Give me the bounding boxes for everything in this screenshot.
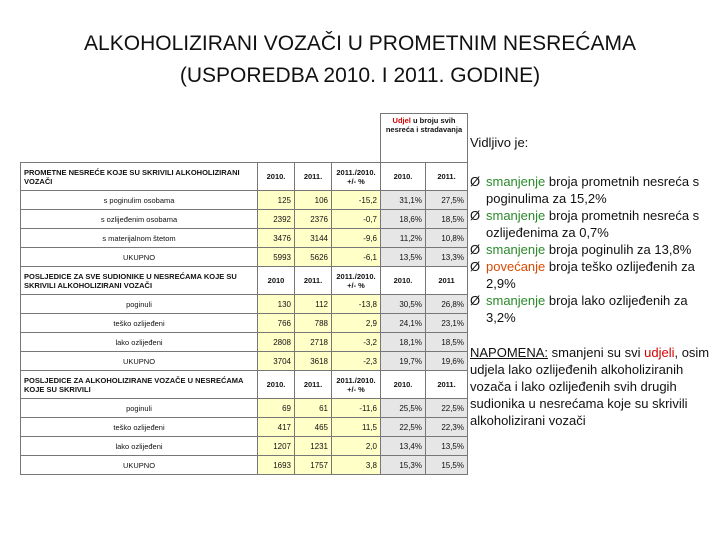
row-label: UKUPNO	[21, 352, 258, 371]
share-2010: 18,6%	[381, 210, 426, 229]
row-label: lako ozlijeđeni	[21, 333, 258, 352]
col-header-share-2010: 2010.	[381, 371, 426, 399]
share-2010: 24,1%	[381, 314, 426, 333]
table-row	[21, 191, 468, 210]
bullet-keyword: smanjenje	[486, 208, 546, 223]
value-2011: 1231	[295, 437, 332, 456]
share-2011: 18,5%	[426, 210, 468, 229]
bullet-keyword: smanjenje	[486, 293, 546, 308]
value-2011: 788	[295, 314, 332, 333]
title-line-2: (USPOREDBA 2010. I 2011. GODINE)	[179, 64, 541, 87]
table-row	[21, 456, 468, 475]
summary-bullet	[470, 241, 715, 258]
share-2010: 13,4%	[381, 437, 426, 456]
share-2010: 19,7%	[381, 352, 426, 371]
value-change: -2,3	[332, 352, 381, 371]
row-label: UKUPNO	[21, 456, 258, 475]
value-change: 2,9	[332, 314, 381, 333]
summary-bullets	[470, 173, 715, 326]
bullet-arrow-icon: Ø	[470, 293, 481, 308]
bullet-text: broja prometnih nesreća s poginulima za 15,2%	[486, 174, 700, 206]
summary-bullet	[470, 258, 715, 292]
value-change: -6,1	[332, 248, 381, 267]
share-2010: 18,1%	[381, 333, 426, 352]
section-header-row	[21, 163, 468, 191]
table-row	[21, 418, 468, 437]
bullet-arrow-icon: Ø	[470, 208, 481, 223]
row-label: lako ozlijeđeni	[21, 437, 258, 456]
value-change: 2,0	[332, 437, 381, 456]
value-2011: 112	[295, 295, 332, 314]
value-2010: 5993	[258, 248, 295, 267]
bullet-text: broja lako ozlijeđenih za 3,2%	[486, 293, 688, 325]
row-label: teško ozlijeđeni	[21, 418, 258, 437]
col-header-2011: 2011.	[295, 163, 332, 191]
value-2010: 1693	[258, 456, 295, 475]
note-label: NAPOMENA:	[470, 345, 549, 360]
share-2010: 11,2%	[381, 229, 426, 248]
value-2010: 2392	[258, 210, 295, 229]
row-label: s materijalnom štetom	[21, 229, 258, 248]
section-header-row	[21, 267, 468, 295]
share-2011: 10,8%	[426, 229, 468, 248]
summary-bullet	[470, 207, 715, 241]
row-label: poginuli	[21, 399, 258, 418]
note-paragraph	[470, 344, 715, 429]
col-header-share-2010: 2010.	[381, 267, 426, 295]
value-2011: 3618	[295, 352, 332, 371]
share-2010: 30,5%	[381, 295, 426, 314]
value-change: 11,5	[332, 418, 381, 437]
share-2010: 31,1%	[381, 191, 426, 210]
table-row	[21, 295, 468, 314]
row-label: poginuli	[21, 295, 258, 314]
bullet-text: broja prometnih nesreća s ozlijeđenima za 0,7%	[486, 208, 700, 240]
statistics-table-wrapper	[20, 113, 467, 475]
table-row	[21, 248, 468, 267]
col-header-share-2011: 2011	[426, 267, 468, 295]
value-2010: 130	[258, 295, 295, 314]
section-title: PROMETNE NESREĆE KOJE SU SKRIVILI ALKOHOLIZIRANI VOZAČI	[21, 163, 258, 191]
share-2010: 13,5%	[381, 248, 426, 267]
value-2011: 106	[295, 191, 332, 210]
col-header-2011: 2011.	[295, 371, 332, 399]
table-row	[21, 229, 468, 248]
share-2011: 27,5%	[426, 191, 468, 210]
col-header-change: 2011./2010. +/- %	[332, 371, 381, 399]
col-header-share-2011: 2011.	[426, 371, 468, 399]
value-change: -9,6	[332, 229, 381, 248]
note-highlight: udjeli	[644, 345, 675, 360]
value-2010: 417	[258, 418, 295, 437]
table-row	[21, 314, 468, 333]
summary-bullet	[470, 173, 715, 207]
share-header	[381, 114, 468, 163]
value-2010: 3476	[258, 229, 295, 248]
bullet-text: broja poginulih za 13,8%	[545, 242, 692, 257]
value-2011: 5626	[295, 248, 332, 267]
title-line-1: ALKOHOLIZIRANI VOZAČI U PROMETNIM NESREĆAMA	[84, 32, 636, 55]
note-text-2: , osim udjela lako ozlijeđenih alkoholiziranih vozača i lako ozlijeđenih svih drugih sudionika u nesrećama koje su skrivili alkoholizirani vozači	[470, 345, 710, 428]
share-2010: 15,3%	[381, 456, 426, 475]
summary-intro: Vidljivo je:	[470, 135, 529, 150]
bullet-text: broja teško ozlijeđenih za 2,9%	[486, 259, 695, 291]
share-2011: 22,5%	[426, 399, 468, 418]
summary-panel	[470, 134, 715, 442]
bullet-arrow-icon: Ø	[470, 174, 481, 189]
share-2011: 13,5%	[426, 437, 468, 456]
value-2011: 1757	[295, 456, 332, 475]
value-2010: 69	[258, 399, 295, 418]
share-2011: 18,5%	[426, 333, 468, 352]
note-text-1: smanjeni su svi	[548, 345, 645, 360]
table-row	[21, 333, 468, 352]
share-2011: 26,8%	[426, 295, 468, 314]
value-2010: 766	[258, 314, 295, 333]
row-label: UKUPNO	[21, 248, 258, 267]
bullet-keyword: smanjenje	[486, 174, 546, 189]
bullet-keyword: povećanje	[486, 259, 546, 274]
value-2010: 1207	[258, 437, 295, 456]
value-2010: 125	[258, 191, 295, 210]
value-change: -13,8	[332, 295, 381, 314]
col-header-share-2011: 2011.	[426, 163, 468, 191]
share-header-highlight: Udjel	[392, 116, 411, 125]
value-2011: 3144	[295, 229, 332, 248]
share-2011: 13,3%	[426, 248, 468, 267]
table-row	[21, 210, 468, 229]
col-header-change: 2011./2010. +/- %	[332, 267, 381, 295]
table-top-header-row	[21, 114, 468, 163]
share-2011: 19,6%	[426, 352, 468, 371]
col-header-2010: 2010	[258, 267, 295, 295]
value-change: -0,7	[332, 210, 381, 229]
bullet-arrow-icon: Ø	[470, 242, 481, 257]
row-label: s poginulim osobama	[21, 191, 258, 210]
value-2011: 2718	[295, 333, 332, 352]
section-header-row	[21, 371, 468, 399]
value-2010: 3704	[258, 352, 295, 371]
value-2010: 2808	[258, 333, 295, 352]
share-2011: 22,3%	[426, 418, 468, 437]
row-label: teško ozlijeđeni	[21, 314, 258, 333]
table-row	[21, 352, 468, 371]
col-header-change: 2011./2010. +/- %	[332, 163, 381, 191]
page-title	[0, 28, 720, 92]
value-2011: 61	[295, 399, 332, 418]
bullet-keyword: smanjenje	[486, 242, 546, 257]
share-2010: 25,5%	[381, 399, 426, 418]
summary-bullet	[470, 292, 715, 326]
value-2011: 465	[295, 418, 332, 437]
value-change: 3,8	[332, 456, 381, 475]
section-title: POSLJEDICE ZA ALKOHOLIZIRANE VOZAČE U NESREĆAMA KOJE SU SKRIVILI	[21, 371, 258, 399]
col-header-2010: 2010.	[258, 371, 295, 399]
statistics-table	[20, 113, 468, 475]
value-change: -15,2	[332, 191, 381, 210]
col-header-2010: 2010.	[258, 163, 295, 191]
value-2011: 2376	[295, 210, 332, 229]
share-header-rest: u broju svih nesreća i stradavanja	[385, 116, 463, 134]
col-header-share-2010: 2010.	[381, 163, 426, 191]
section-title: POSLJEDICE ZA SVE SUDIONIKE U NESREĆAMA KOJE SU SKRIVILI ALKOHOLIZIRANI VOZAČI	[21, 267, 258, 295]
table-row	[21, 437, 468, 456]
value-change: -11,6	[332, 399, 381, 418]
row-label: s ozlijeđenim osobama	[21, 210, 258, 229]
share-2011: 23,1%	[426, 314, 468, 333]
col-header-2011: 2011.	[295, 267, 332, 295]
share-2010: 22,5%	[381, 418, 426, 437]
table-row	[21, 399, 468, 418]
value-change: -3,2	[332, 333, 381, 352]
bullet-arrow-icon: Ø	[470, 259, 481, 274]
share-2011: 15,5%	[426, 456, 468, 475]
